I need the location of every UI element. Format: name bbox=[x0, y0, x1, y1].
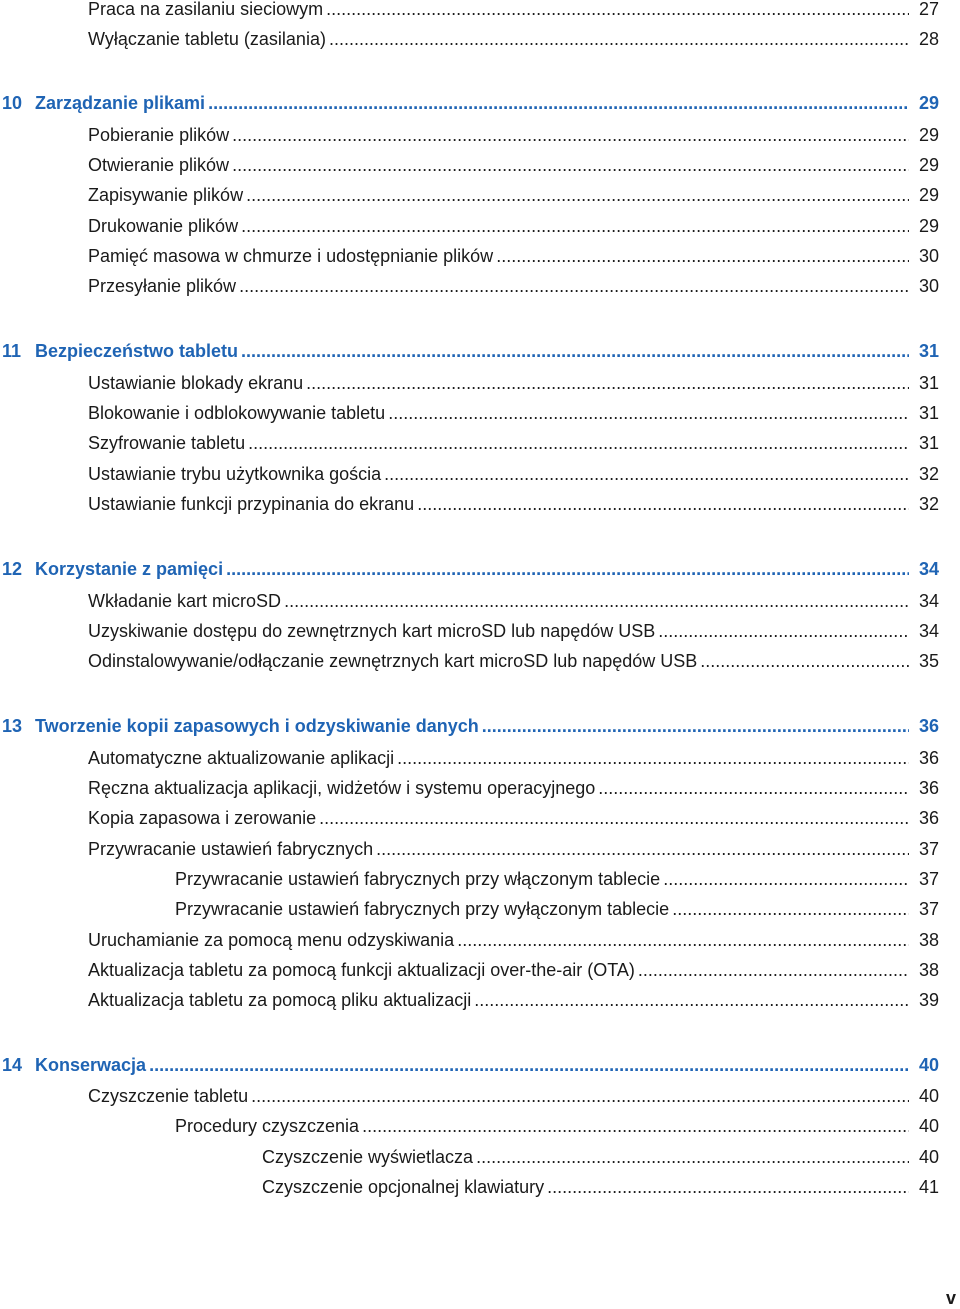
dot-leader bbox=[232, 155, 909, 176]
page-number: v bbox=[945, 1288, 956, 1308]
toc-entry[interactable] bbox=[0, 398, 960, 428]
dot-leader bbox=[658, 621, 909, 642]
toc-entry-title: Czyszczenie tabletu bbox=[88, 1085, 249, 1106]
toc-chapter-number: 10 bbox=[2, 92, 23, 113]
toc-chapter[interactable] bbox=[0, 88, 960, 118]
toc-entry-page: 30 bbox=[918, 275, 939, 296]
dot-leader bbox=[226, 559, 909, 580]
toc-entry[interactable] bbox=[0, 0, 960, 24]
dot-leader bbox=[246, 185, 909, 206]
toc-entry-title: Procedury czyszczenia bbox=[175, 1115, 360, 1136]
dot-leader bbox=[284, 591, 909, 612]
toc-chapter-title: Bezpieczeństwo tabletu bbox=[35, 340, 239, 361]
toc-entry[interactable] bbox=[0, 743, 960, 773]
toc-entry[interactable] bbox=[0, 489, 960, 519]
toc-entry-title: Uzyskiwanie dostępu do zewnętrznych kart microSD lub napędów USB bbox=[88, 620, 656, 641]
toc-entry[interactable] bbox=[0, 586, 960, 616]
toc-entry-title: Odinstalowywanie/odłączanie zewnętrznych kart microSD lub napędów USB bbox=[88, 650, 698, 671]
toc-entry-page: 29 bbox=[918, 124, 939, 145]
toc-chapter-page: 29 bbox=[918, 92, 939, 113]
toc-entry-page: 39 bbox=[918, 989, 939, 1010]
toc-entry-page: 41 bbox=[918, 1176, 939, 1197]
toc-entry-page: 32 bbox=[918, 493, 939, 514]
toc-entry-title: Przywracanie ustawień fabrycznych przy wyłączonym tablecie bbox=[175, 898, 670, 919]
toc-entry-title: Ustawianie blokady ekranu bbox=[88, 372, 304, 393]
dot-leader bbox=[476, 1147, 909, 1168]
toc-entry[interactable] bbox=[0, 616, 960, 646]
toc-entry-title: Ustawianie funkcji przypinania do ekranu bbox=[88, 493, 415, 514]
toc-entry[interactable] bbox=[0, 24, 960, 54]
toc-entry-page: 31 bbox=[918, 432, 939, 453]
toc-entry[interactable] bbox=[0, 1111, 960, 1141]
toc-chapter-number: 11 bbox=[2, 340, 22, 361]
toc-entry-page: 36 bbox=[918, 747, 939, 768]
dot-leader bbox=[376, 839, 909, 860]
toc-chapter-title: Konserwacja bbox=[35, 1054, 147, 1075]
toc-entry-page: 40 bbox=[918, 1085, 939, 1106]
toc-entry-page: 35 bbox=[918, 650, 939, 671]
toc-entry[interactable] bbox=[0, 368, 960, 398]
toc-entry[interactable] bbox=[0, 120, 960, 150]
toc-chapter-number: 12 bbox=[2, 558, 23, 579]
dot-leader bbox=[700, 651, 909, 672]
dot-leader bbox=[241, 341, 909, 362]
toc-chapter[interactable] bbox=[0, 1050, 960, 1080]
toc-entry-page: 32 bbox=[918, 463, 939, 484]
toc-chapter-page: 31 bbox=[918, 340, 939, 361]
toc-chapter-page: 36 bbox=[918, 715, 939, 736]
toc-entry-title: Czyszczenie opcjonalnej klawiatury bbox=[262, 1176, 545, 1197]
toc-entry-title: Szyfrowanie tabletu bbox=[88, 432, 246, 453]
dot-leader bbox=[384, 464, 909, 485]
toc-entry-page: 36 bbox=[918, 777, 939, 798]
toc-entry[interactable] bbox=[0, 646, 960, 676]
toc-entry[interactable] bbox=[0, 955, 960, 985]
dot-leader bbox=[663, 869, 909, 890]
toc-entry-title: Blokowanie i odblokowywanie tabletu bbox=[88, 402, 386, 423]
toc-entry[interactable] bbox=[0, 1172, 960, 1202]
dot-leader bbox=[241, 216, 909, 237]
toc-entry-page: 31 bbox=[918, 372, 939, 393]
toc-chapter[interactable] bbox=[0, 711, 960, 741]
toc-entry[interactable] bbox=[0, 925, 960, 955]
toc-entry-title: Przesyłanie plików bbox=[88, 275, 237, 296]
toc-entry[interactable] bbox=[0, 834, 960, 864]
toc-entry-title: Pamięć masowa w chmurze i udostępnianie plików bbox=[88, 245, 494, 266]
dot-leader bbox=[319, 808, 909, 829]
toc-entry-page: 29 bbox=[918, 154, 939, 175]
toc-entry[interactable] bbox=[0, 864, 960, 894]
toc-entry[interactable] bbox=[0, 428, 960, 458]
toc-entry[interactable] bbox=[0, 150, 960, 180]
toc-entry[interactable] bbox=[0, 803, 960, 833]
toc-chapter-title: Zarządzanie plikami bbox=[35, 92, 206, 113]
toc-chapter[interactable] bbox=[0, 336, 960, 366]
toc-entry-page: 34 bbox=[918, 620, 939, 641]
toc-entry-page: 34 bbox=[918, 590, 939, 611]
dot-leader bbox=[232, 125, 909, 146]
toc-entry-title: Wkładanie kart microSD bbox=[88, 590, 282, 611]
toc-entry-page: 37 bbox=[918, 838, 939, 859]
toc-entry-title: Automatyczne aktualizowanie aplikacji bbox=[88, 747, 395, 768]
toc-entry[interactable] bbox=[0, 459, 960, 489]
toc-chapter-page: 40 bbox=[918, 1054, 939, 1075]
toc-entry[interactable] bbox=[0, 180, 960, 210]
dot-leader bbox=[362, 1116, 909, 1137]
dot-leader bbox=[547, 1177, 909, 1198]
dot-leader bbox=[251, 1086, 909, 1107]
dot-leader bbox=[149, 1055, 909, 1076]
toc-entry-title: Uruchamianie za pomocą menu odzyskiwania bbox=[88, 929, 455, 950]
dot-leader bbox=[388, 403, 909, 424]
toc-entry-page: 29 bbox=[918, 184, 939, 205]
toc-entry[interactable] bbox=[0, 894, 960, 924]
dot-leader bbox=[326, 0, 909, 20]
toc-entry-title: Ręczna aktualizacja aplikacji, widżetów i systemu operacyjnego bbox=[88, 777, 596, 798]
dot-leader bbox=[638, 960, 909, 981]
dot-leader bbox=[457, 930, 909, 951]
toc-chapter-page: 34 bbox=[918, 558, 939, 579]
toc-chapter-title: Korzystanie z pamięci bbox=[35, 558, 224, 579]
toc-chapter[interactable] bbox=[0, 554, 960, 584]
toc-chapter-number: 13 bbox=[2, 715, 23, 736]
toc-entry-page: 37 bbox=[918, 898, 939, 919]
toc-entry[interactable] bbox=[0, 1081, 960, 1111]
toc-entry[interactable] bbox=[0, 773, 960, 803]
dot-leader bbox=[496, 246, 909, 267]
toc-entry-title: Czyszczenie wyświetlacza bbox=[262, 1146, 474, 1167]
toc-entry-page: 31 bbox=[918, 402, 939, 423]
toc-entry-title: Przywracanie ustawień fabrycznych bbox=[88, 838, 374, 859]
toc-entry-page: 28 bbox=[918, 28, 939, 49]
dot-leader bbox=[239, 276, 909, 297]
toc-entry-page: 36 bbox=[918, 807, 939, 828]
toc-entry-title: Drukowanie plików bbox=[88, 215, 239, 236]
dot-leader bbox=[598, 778, 909, 799]
toc-entry-page: 38 bbox=[918, 929, 939, 950]
toc-entry-title: Zapisywanie plików bbox=[88, 184, 244, 205]
toc-entry[interactable] bbox=[0, 985, 960, 1015]
toc-entry[interactable] bbox=[0, 1142, 960, 1172]
toc-entry-page: 40 bbox=[918, 1115, 939, 1136]
toc-entry-title: Wyłączanie tabletu (zasilania) bbox=[88, 28, 326, 49]
toc-entry-page: 38 bbox=[918, 959, 939, 980]
dot-leader bbox=[474, 990, 909, 1011]
toc-chapter-title: Tworzenie kopii zapasowych i odzyskiwanie danych bbox=[35, 715, 479, 736]
toc-entry-page: 30 bbox=[918, 245, 939, 266]
toc-entry-title: Kopia zapasowa i zerowanie bbox=[88, 807, 317, 828]
toc-entry-title: Otwieranie plików bbox=[88, 154, 230, 175]
toc-entry-page: 27 bbox=[918, 0, 939, 19]
dot-leader bbox=[248, 433, 909, 454]
toc-entry-page: 29 bbox=[918, 215, 939, 236]
toc-chapter-number: 14 bbox=[2, 1054, 23, 1075]
dot-leader bbox=[329, 29, 909, 50]
dot-leader bbox=[417, 494, 909, 515]
toc-entry-page: 40 bbox=[918, 1146, 939, 1167]
toc-entry-title: Praca na zasilaniu sieciowym bbox=[88, 0, 324, 19]
dot-leader bbox=[482, 716, 909, 737]
dot-leader bbox=[672, 899, 909, 920]
toc-entry-title: Przywracanie ustawień fabrycznych przy włączonym tablecie bbox=[175, 868, 661, 889]
toc-entry[interactable] bbox=[0, 241, 960, 271]
toc-entry-title: Pobieranie plików bbox=[88, 124, 230, 145]
toc-entry[interactable] bbox=[0, 211, 960, 241]
dot-leader bbox=[397, 748, 909, 769]
toc-entry[interactable] bbox=[0, 271, 960, 301]
dot-leader bbox=[306, 373, 909, 394]
dot-leader bbox=[208, 93, 909, 114]
toc-entry-page: 37 bbox=[918, 868, 939, 889]
toc-entry-title: Ustawianie trybu użytkownika gościa bbox=[88, 463, 382, 484]
toc-entry-title: Aktualizacja tabletu za pomocą pliku aktualizacji bbox=[88, 989, 472, 1010]
toc-entry-title: Aktualizacja tabletu za pomocą funkcji aktualizacji over-the-air (OTA) bbox=[88, 959, 635, 980]
